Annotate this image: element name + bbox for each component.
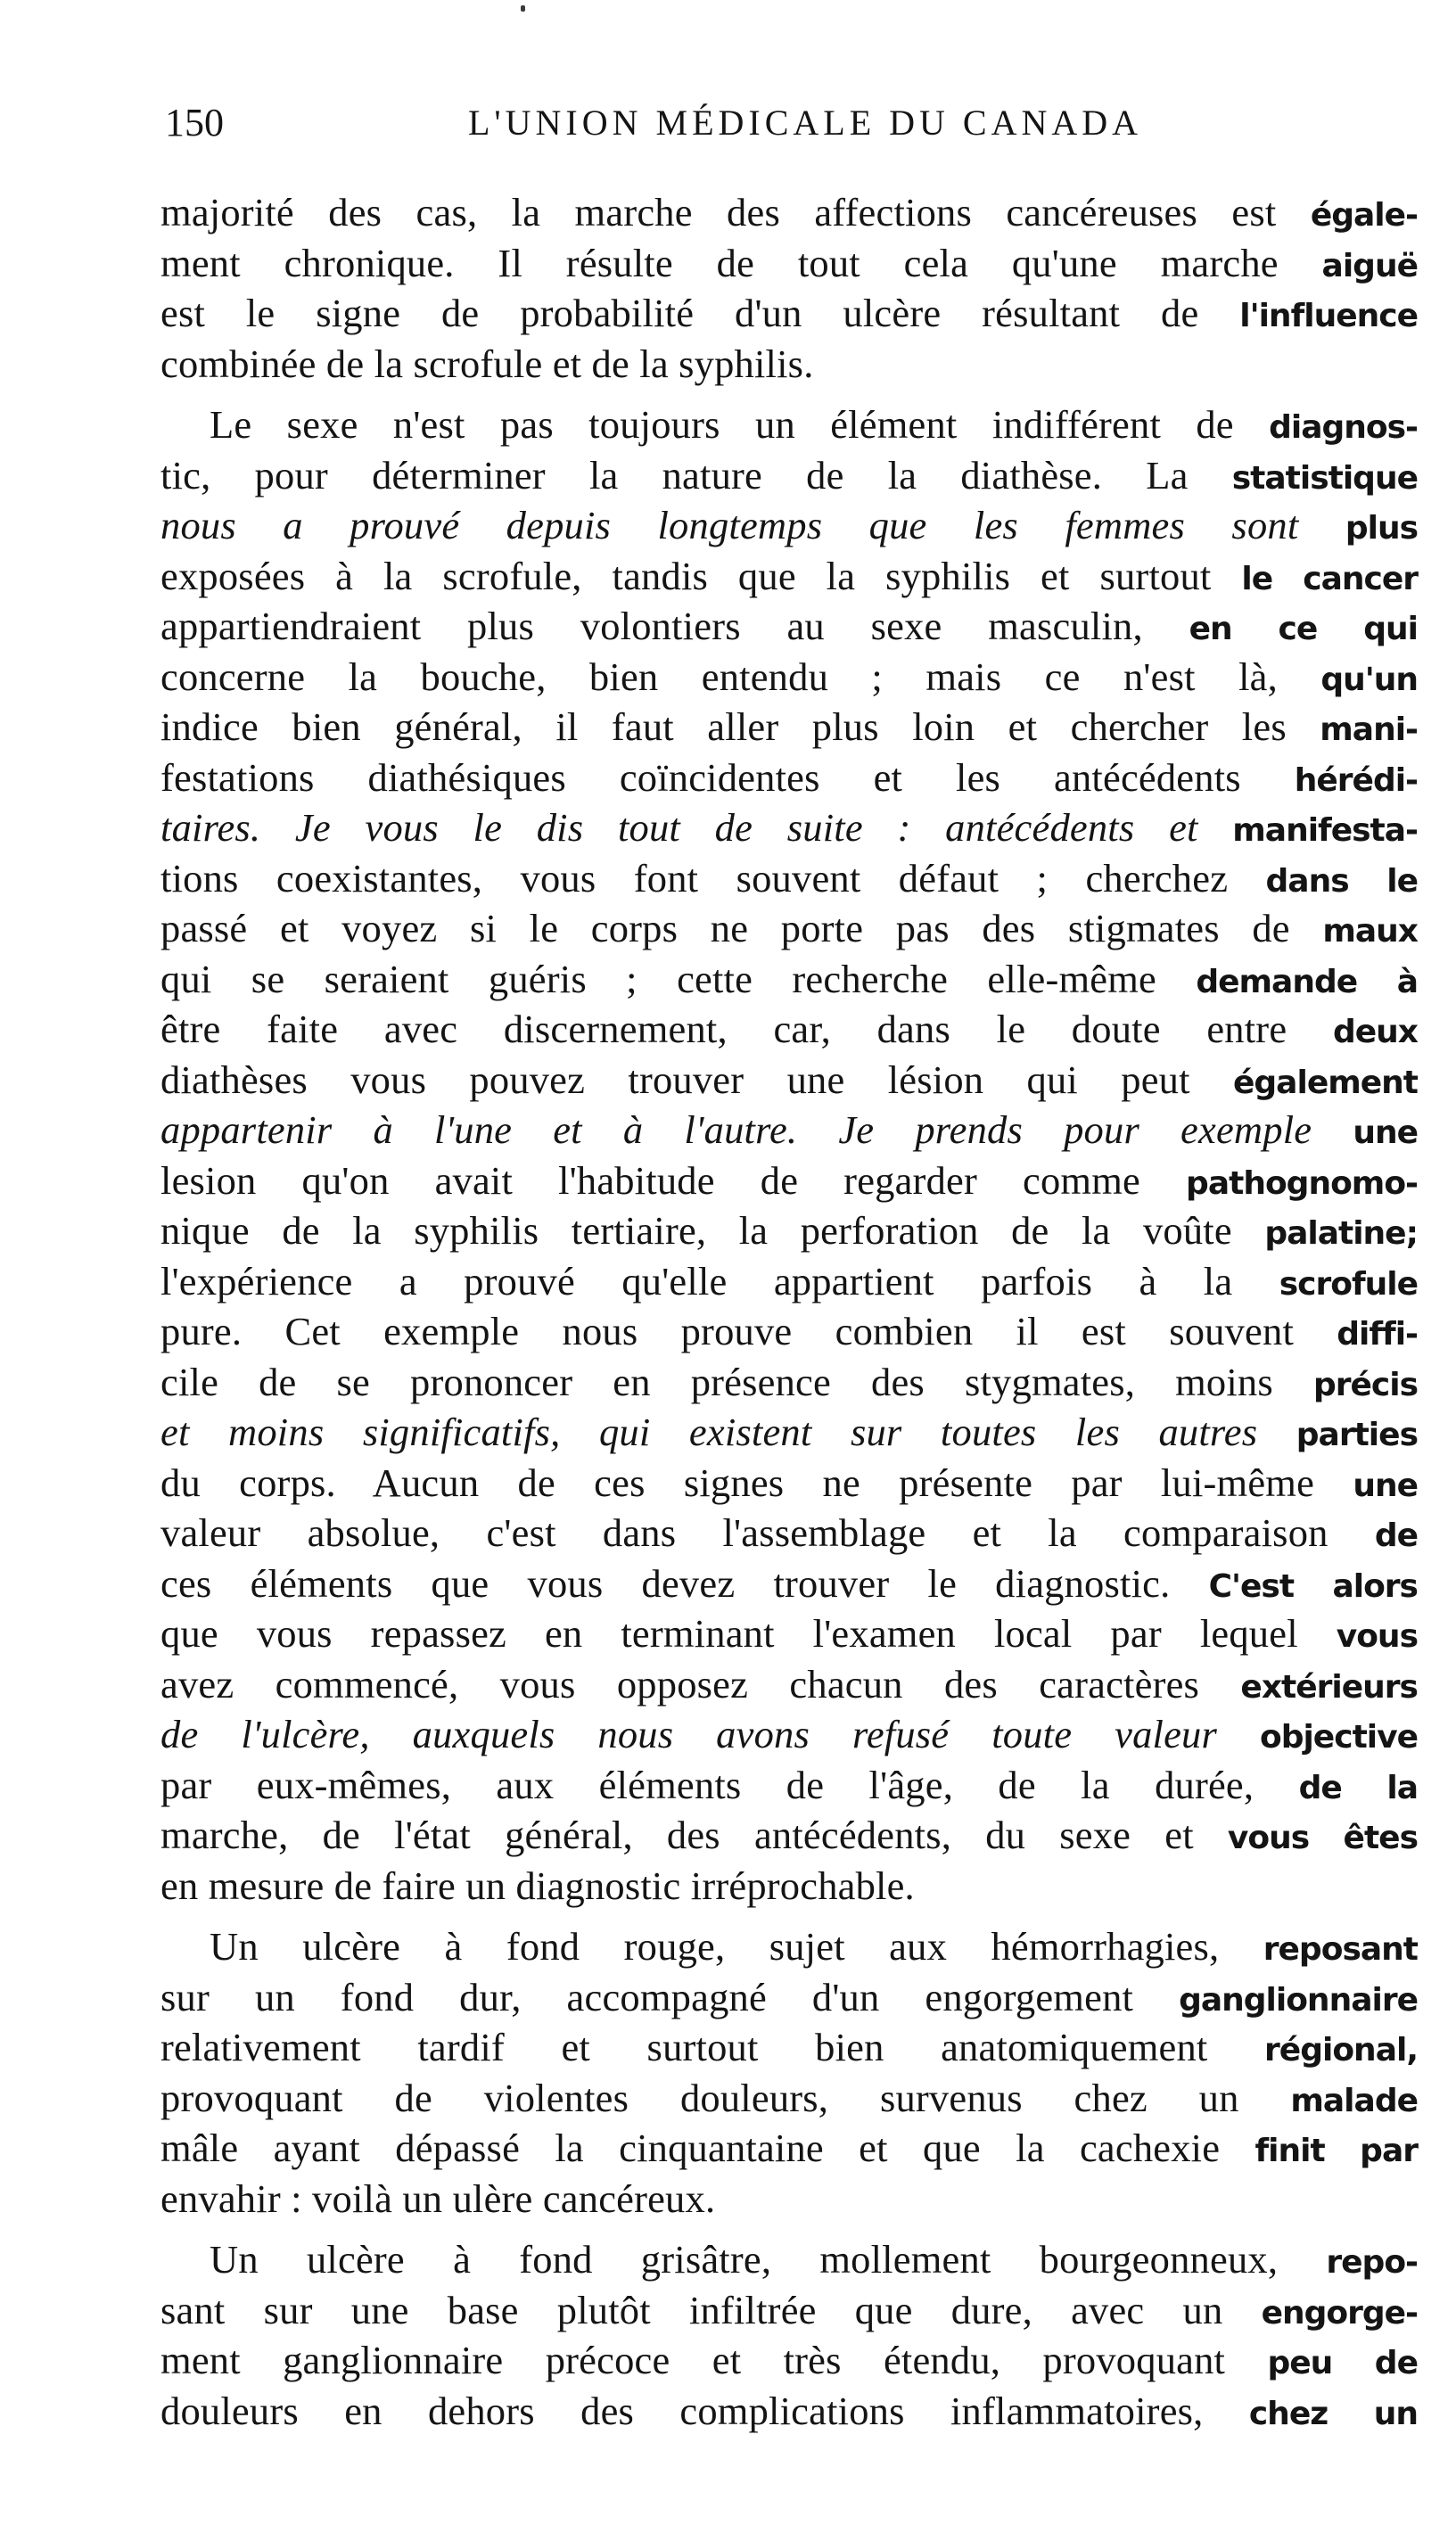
line-text: du corps. Aucun de ces signes ne présente par lui-même (160, 1460, 1353, 1505)
line-text: tic, pour déterminer la nature de la diathèse. La (160, 452, 1232, 498)
line-text: marche, de l'état général, des antécédents, du sexe et (160, 1813, 1228, 1857)
text-line (160, 1711, 1418, 1762)
article-body (160, 189, 1418, 2438)
line-tail-text: vous (1336, 1618, 1418, 1655)
line-tail-text: qu'un (1320, 661, 1418, 698)
line-tail-text: diffi- (1337, 1316, 1418, 1353)
line-tail-text: manifesta- (1232, 812, 1418, 849)
running-header (165, 96, 1315, 150)
paragraph (160, 189, 1418, 387)
text-line (160, 401, 1418, 452)
text-line (160, 2125, 1418, 2175)
line-tail-text: également (1233, 1064, 1418, 1101)
line-tail-text: C'est alors (1208, 1567, 1418, 1605)
line-tail-text: malade (1290, 2082, 1418, 2119)
line-text: majorité des cas, la marche des affections cancéreuses est (160, 190, 1311, 234)
line-text: sant sur une base plutôt infiltrée que dure, avec un (160, 2287, 1262, 2332)
line-text: qui se seraient guéris ; cette recherche elle-même (160, 956, 1197, 1001)
line-text: Le sexe n'est pas toujours un élément indifférent de (210, 402, 1270, 447)
line-text: Un ulcère à fond grisâtre, mollement bourgeonneux, (210, 2237, 1327, 2282)
line-tail-text: deux (1332, 1014, 1418, 1050)
text-line (160, 553, 1418, 604)
line-text: concerne la bouche, bien entendu ; mais ce n'est là, (160, 654, 1321, 699)
line-tail-text: palatine; (1264, 1215, 1418, 1252)
paragraph (160, 401, 1418, 1909)
text-line (160, 905, 1418, 956)
journal-title: L'UNION MÉDICALE DU CANADA (468, 103, 1143, 143)
line-tail-text: objective (1259, 1719, 1418, 1756)
line-tail-text: repo- (1326, 2244, 1418, 2281)
print-speck (521, 5, 525, 12)
line-text: est le signe de probabilité d'un ulcère résultant de (160, 291, 1240, 335)
line-text: de l'ulcère, auxquels nous avons refusé toute valeur (160, 1712, 1260, 1756)
line-tail-text: régional, (1264, 2032, 1418, 2068)
line-tail-text: diagnos- (1269, 409, 1418, 446)
line-text: être faite avec discernement, car, dans le doute entre (160, 1007, 1333, 1051)
line-tail-text: une (1353, 1114, 1418, 1151)
line-text: combinée de la scrofule et de la syphilis. (160, 341, 814, 386)
line-text: appartenir à l'une et à l'autre. Je prends pour exemple (160, 1107, 1353, 1152)
text-line (160, 2024, 1418, 2075)
text-line (160, 1106, 1418, 1157)
line-text: exposées à la scrofule, tandis que la syphilis et surtout (160, 553, 1242, 598)
line-tail-text: plus (1345, 510, 1418, 547)
line-text: tions coexistantes, vous font souvent défaut ; cherchez (160, 855, 1266, 901)
text-line (160, 1359, 1418, 1410)
text-line (160, 654, 1418, 704)
text-line (160, 189, 1418, 240)
line-text: valeur absolue, c'est dans l'assemblage et la comparaison (160, 1510, 1375, 1555)
line-tail-text: peu de (1267, 2345, 1418, 2381)
text-line (160, 1460, 1418, 1510)
text-line (160, 1057, 1418, 1107)
text-line (160, 1762, 1418, 1813)
line-tail-text: dans le (1265, 862, 1418, 900)
line-tail-text: chez un (1248, 2395, 1418, 2432)
line-tail-text: de la (1298, 1769, 1418, 1806)
text-line (160, 1923, 1418, 1974)
text-line (160, 1409, 1418, 1460)
line-tail-text: de (1374, 1517, 1418, 1554)
text-line (160, 1560, 1418, 1611)
text-line (160, 1308, 1418, 1359)
line-text: l'expérience a prouvé qu'elle appartient parfois à la (160, 1258, 1279, 1304)
line-tail-text: reposant (1263, 1931, 1418, 1968)
line-text: ment chronique. Il résulte de tout cela qu'une marche (160, 240, 1322, 285)
line-tail-text: mani- (1320, 711, 1418, 748)
line-tail-text: égale- (1310, 197, 1418, 234)
line-tail-text: une (1353, 1467, 1418, 1504)
text-line (160, 1610, 1418, 1661)
text-line (160, 2287, 1418, 2338)
text-line (160, 1661, 1418, 1712)
line-text: que vous repassez en terminant l'examen local par lequel (160, 1611, 1337, 1656)
text-line (160, 1207, 1418, 1258)
text-line (160, 1812, 1418, 1863)
text-line (160, 754, 1418, 805)
line-tail-text: statistique (1231, 459, 1418, 497)
text-line (160, 1509, 1418, 1560)
line-text: avez commencé, vous opposez chacun des caractères (160, 1661, 1241, 1706)
line-text: pure. Cet exemple nous prouve combien il est souvent (160, 1309, 1337, 1353)
text-line (160, 1863, 1418, 1910)
text-line (160, 2388, 1418, 2438)
line-tail-text: hérédi- (1294, 761, 1418, 799)
line-text: nique de la syphilis tertiaire, la perforation de la voûte (160, 1208, 1265, 1253)
text-line (160, 502, 1418, 553)
text-line (160, 290, 1418, 341)
line-text: cile de se prononcer en présence des stygmates, moins (160, 1359, 1313, 1404)
line-tail-text: parties (1296, 1417, 1418, 1453)
line-text: ces éléments que vous devez trouver le diagnostic. (160, 1560, 1209, 1606)
text-line (160, 804, 1418, 855)
line-text: et moins significatifs, qui existent sur toutes les autres (160, 1410, 1296, 1454)
text-line (160, 703, 1418, 754)
text-line (160, 2075, 1418, 2126)
line-tail-text: extérieurs (1240, 1668, 1418, 1706)
line-tail-text: engorge- (1261, 2294, 1418, 2332)
line-text: Un ulcère à fond rouge, sujet aux hémorrhagies, (210, 1924, 1263, 1969)
line-tail-text: en ce qui (1189, 611, 1418, 647)
line-text: relativement tardif et surtout bien anatomiquement (160, 2025, 1265, 2069)
line-text: envahir : voilà un ulère cancéreux. (160, 2175, 716, 2221)
line-text: sur un fond dur, accompagné d'un engorgement (160, 1974, 1180, 2019)
line-tail-text: aiguë (1321, 247, 1418, 284)
line-text: appartiendraient plus volontiers au sexe masculin, (160, 604, 1189, 648)
text-line (160, 240, 1418, 291)
line-tail-text: précis (1312, 1366, 1418, 1403)
line-text: lesion qu'on avait l'habitude de regarder comme (160, 1157, 1187, 1203)
line-text: ment ganglionnaire précoce et très étendu, provoquant (160, 2338, 1268, 2382)
line-text: douleurs en dehors des complications inflammatoires, (160, 2388, 1249, 2433)
text-line (160, 341, 1418, 388)
text-line (160, 1974, 1418, 2025)
line-tail-text: demande à (1196, 963, 1418, 1000)
text-line (160, 1258, 1418, 1309)
text-line (160, 1006, 1418, 1057)
line-tail-text: ganglionnaire (1179, 1981, 1418, 2019)
line-text: nous a prouvé depuis longtemps que les femmes sont (160, 503, 1345, 547)
paragraph (160, 2236, 1418, 2438)
line-tail-text: scrofule (1279, 1265, 1418, 1303)
paragraph (160, 1923, 1418, 2222)
line-text: mâle ayant dépassé la cinquantaine et que la cachexie (160, 2126, 1255, 2170)
line-tail-text: pathognomo- (1186, 1164, 1418, 1202)
text-line (160, 2175, 1418, 2223)
line-text: par eux-mêmes, aux éléments de l'âge, de la durée, (160, 1762, 1299, 1807)
line-text: en mesure de faire un diagnostic irréprochable. (160, 1863, 915, 1908)
text-line (160, 956, 1418, 1007)
line-text: provoquant de violentes douleurs, survenus chez un (160, 2075, 1291, 2120)
line-text: taires. Je vous le dis tout de suite : antécédents et (160, 805, 1233, 850)
page-number: 150 (165, 101, 224, 144)
text-line (160, 1157, 1418, 1208)
text-line (160, 855, 1418, 906)
text-line (160, 2337, 1418, 2388)
line-text: festations diathésiques coïncidentes et les antécédents (160, 754, 1295, 800)
text-line (160, 2236, 1418, 2287)
line-tail-text: l'influence (1239, 298, 1418, 334)
line-tail-text: finit par (1254, 2133, 1418, 2169)
line-tail-text: vous êtes (1227, 1820, 1418, 1856)
line-tail-text: le cancer (1241, 560, 1419, 597)
line-text: passé et voyez si le corps ne porte pas des stigmates de (160, 906, 1323, 950)
text-line (160, 603, 1418, 654)
text-line (160, 452, 1418, 503)
line-text: indice bien général, il faut aller plus loin et chercher les (160, 704, 1320, 749)
line-text: diathèses vous pouvez trouver une lésion qui peut (160, 1057, 1233, 1102)
line-tail-text: maux (1322, 913, 1418, 950)
